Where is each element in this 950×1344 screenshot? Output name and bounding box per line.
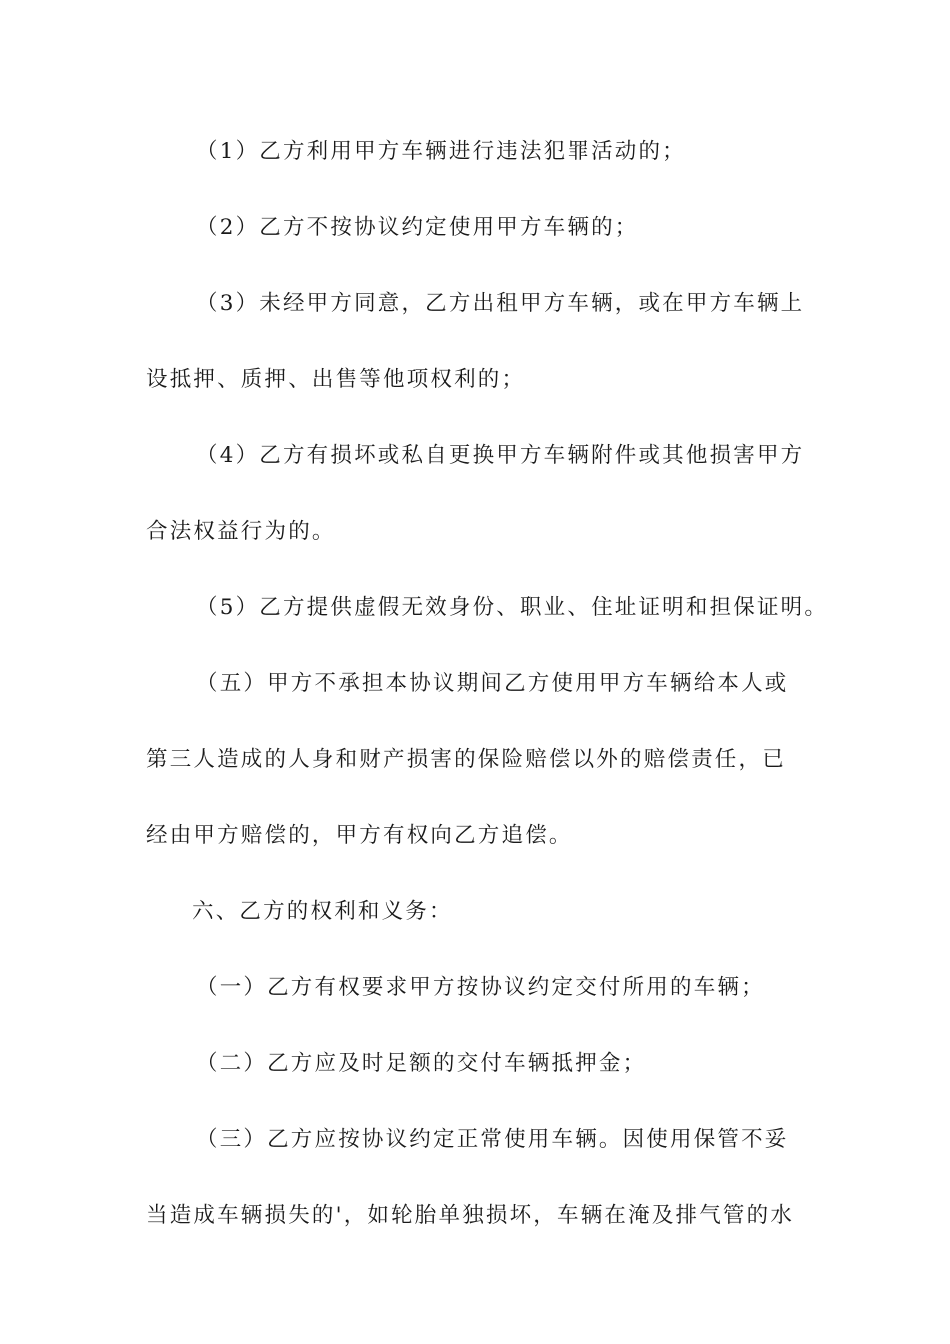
section-6-item-2: （二）乙方应及时足额的交付车辆抵押金；	[196, 1051, 647, 1076]
section-6-item-3-line-1: （三）乙方应按协议约定正常使用车辆。因使用保管不妥	[196, 1127, 789, 1152]
section-6-heading: 六、乙方的权利和义务：	[192, 899, 453, 924]
clause-3-line-2: 设抵押、质押、出售等他项权利的；	[146, 367, 526, 392]
clause-1-line: （1）乙方利用甲方车辆进行违法犯罪活动的；	[196, 139, 686, 164]
clause-3-line-1: （3）未经甲方同意，乙方出租甲方车辆，或在甲方车辆上	[196, 291, 805, 316]
section-5-line-2: 第三人造成的人身和财产损害的保险赔偿以外的赔偿责任，已	[146, 747, 786, 772]
clause-4-line-2: 合法权益行为的。	[146, 519, 336, 544]
section-5-line-1: （五）甲方不承担本协议期间乙方使用甲方车辆给本人或	[196, 671, 789, 696]
section-5-line-3: 经由甲方赔偿的，甲方有权向乙方追偿。	[146, 823, 573, 848]
clause-2-line: （2）乙方不按协议约定使用甲方车辆的；	[196, 215, 639, 240]
section-6-item-1: （一）乙方有权要求甲方按协议约定交付所用的车辆；	[196, 975, 765, 1000]
clause-5-line: （5）乙方提供虚假无效身份、职业、住址证明和担保证明。	[196, 595, 829, 620]
clause-4-line-1: （4）乙方有损坏或私自更换甲方车辆附件或其他损害甲方	[196, 443, 805, 468]
section-6-item-3-line-2: 当造成车辆损失的'，如轮胎单独损坏，车辆在淹及排气管的水	[146, 1203, 795, 1228]
